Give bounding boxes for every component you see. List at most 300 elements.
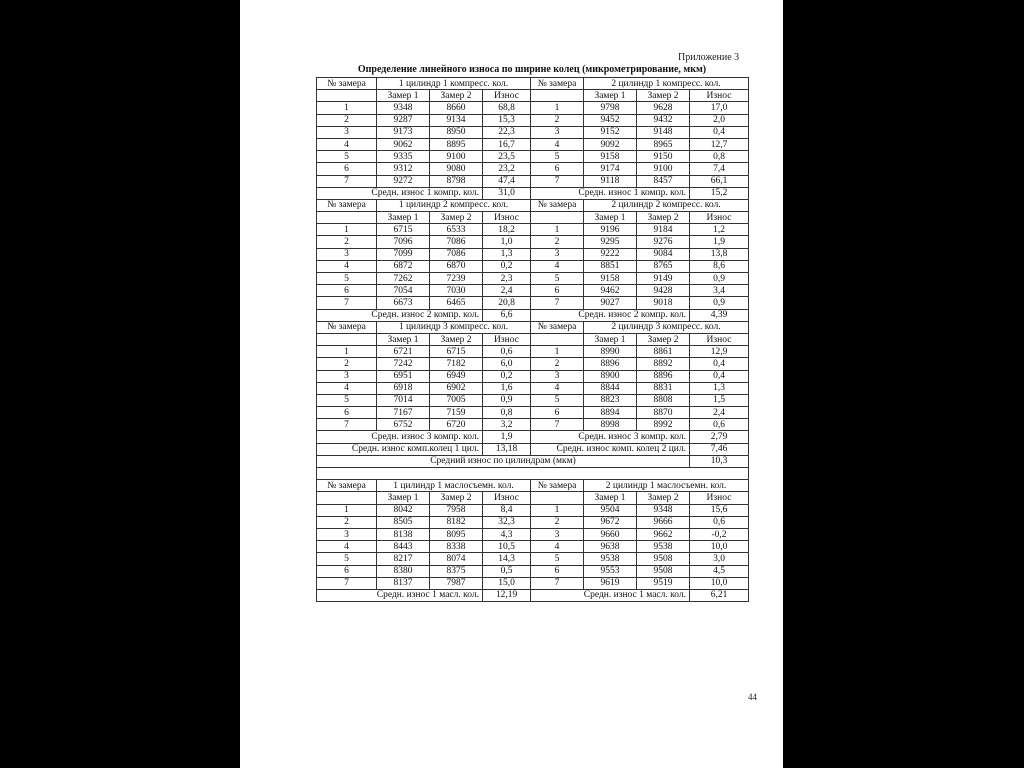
right-average-value: 2,79 xyxy=(690,431,749,443)
left-cylinder-header: 1 цилиндр 1 компресс. кол. xyxy=(377,78,531,90)
left-cylinder-header: 1 цилиндр 3 компресс. кол. xyxy=(377,321,531,333)
table-row xyxy=(317,516,749,528)
measure-2-value: 6870 xyxy=(430,260,483,272)
row-number: 7 xyxy=(531,577,584,589)
empty-cell xyxy=(531,90,584,102)
measurement-number-header: № замера xyxy=(317,480,377,492)
measure-1-value: 7014 xyxy=(377,394,430,406)
row-number: 4 xyxy=(531,382,584,394)
wear-value: 12,9 xyxy=(690,346,749,358)
block-header-row xyxy=(317,480,749,492)
wear-value: 68,8 xyxy=(483,102,531,114)
measure-1-header: Замер 1 xyxy=(584,492,637,504)
row-number: 4 xyxy=(317,382,377,394)
page-number: 44 xyxy=(748,692,757,702)
measure-1-value: 7099 xyxy=(377,248,430,260)
measure-1-header: Замер 1 xyxy=(584,333,637,345)
measure-1-value: 9196 xyxy=(584,224,637,236)
measure-2-value: 7987 xyxy=(430,577,483,589)
measure-2-header: Замер 2 xyxy=(637,212,690,224)
measure-2-value: 8831 xyxy=(637,382,690,394)
wear-value: 0,6 xyxy=(690,516,749,528)
measure-1-value: 7096 xyxy=(377,236,430,248)
table-row xyxy=(317,248,749,260)
wear-value: 2,4 xyxy=(483,285,531,297)
measure-2-value: 9148 xyxy=(637,126,690,138)
measure-2-value: 8375 xyxy=(430,565,483,577)
row-number: 1 xyxy=(531,224,584,236)
table-row xyxy=(317,224,749,236)
row-number: 3 xyxy=(531,126,584,138)
table-row xyxy=(317,273,749,285)
measure-1-value: 9287 xyxy=(377,114,430,126)
empty-cell xyxy=(531,492,584,504)
table-row xyxy=(317,114,749,126)
measure-2-value: 8808 xyxy=(637,394,690,406)
wear-value: 0,6 xyxy=(483,346,531,358)
wear-value: 1,3 xyxy=(483,248,531,260)
table-row xyxy=(317,358,749,370)
row-number: 1 xyxy=(317,224,377,236)
wear-header: Износ xyxy=(690,212,749,224)
row-number: 3 xyxy=(317,248,377,260)
row-number: 7 xyxy=(531,419,584,431)
measure-2-value: 9428 xyxy=(637,285,690,297)
right-cylinder-header: 2 цилиндр 1 компресс. кол. xyxy=(584,78,749,90)
measure-1-header: Замер 1 xyxy=(377,212,430,224)
measure-2-value: 8895 xyxy=(430,138,483,150)
measure-2-value: 6715 xyxy=(430,346,483,358)
right-average-label: Средн. износ 2 компр. кол. xyxy=(531,309,690,321)
measure-2-value: 8798 xyxy=(430,175,483,187)
row-number: 4 xyxy=(531,541,584,553)
measure-1-value: 8380 xyxy=(377,565,430,577)
row-number: 5 xyxy=(317,553,377,565)
wear-header: Износ xyxy=(690,333,749,345)
measure-2-value: 7958 xyxy=(430,504,483,516)
measure-1-value: 6673 xyxy=(377,297,430,309)
measure-2-value: 8182 xyxy=(430,516,483,528)
row-number: 6 xyxy=(531,565,584,577)
measure-1-value: 9295 xyxy=(584,236,637,248)
measure-1-value: 8998 xyxy=(584,419,637,431)
wear-value: 8,4 xyxy=(483,504,531,516)
wear-value: 12,7 xyxy=(690,138,749,150)
table-row xyxy=(317,577,749,589)
spacer-row xyxy=(317,468,749,480)
rings-summary-right-value: 7,46 xyxy=(690,443,749,455)
right-average-value: 4,39 xyxy=(690,309,749,321)
wear-value: 20,8 xyxy=(483,297,531,309)
wear-value: 23,5 xyxy=(483,151,531,163)
empty-cell xyxy=(531,212,584,224)
measure-2-value: 9276 xyxy=(637,236,690,248)
wear-value: 7,4 xyxy=(690,163,749,175)
wear-value: 18,2 xyxy=(483,224,531,236)
measure-1-value: 8844 xyxy=(584,382,637,394)
table-row xyxy=(317,541,749,553)
measure-2-value: 7159 xyxy=(430,407,483,419)
measure-1-value: 7242 xyxy=(377,358,430,370)
row-number: 4 xyxy=(317,138,377,150)
measure-1-value: 9092 xyxy=(584,138,637,150)
row-number: 6 xyxy=(317,163,377,175)
wear-value: 13,8 xyxy=(690,248,749,260)
measure-2-value: 9508 xyxy=(637,565,690,577)
row-number: 4 xyxy=(317,260,377,272)
left-average-label: Средн. износ 2 компр. кол. xyxy=(317,309,483,321)
row-number: 2 xyxy=(531,358,584,370)
wear-header: Износ xyxy=(690,90,749,102)
wear-value: 32,3 xyxy=(483,516,531,528)
measure-1-header: Замер 1 xyxy=(584,90,637,102)
measure-2-header: Замер 2 xyxy=(430,492,483,504)
measure-1-value: 8823 xyxy=(584,394,637,406)
wear-value: 0,8 xyxy=(690,151,749,163)
measure-2-value: 6465 xyxy=(430,297,483,309)
cylinder-summary-value: 10,3 xyxy=(690,455,749,467)
table-row xyxy=(317,236,749,248)
wear-value: 4,5 xyxy=(690,565,749,577)
measure-2-value: 9628 xyxy=(637,102,690,114)
wear-value: 14,3 xyxy=(483,553,531,565)
wear-value: 1,6 xyxy=(483,382,531,394)
wear-value: 15,0 xyxy=(483,577,531,589)
left-average-value: 1,9 xyxy=(483,431,531,443)
wear-value: 15,6 xyxy=(690,504,749,516)
wear-value: 0,2 xyxy=(483,370,531,382)
wear-header: Износ xyxy=(483,492,531,504)
measure-1-value: 9348 xyxy=(377,102,430,114)
wear-table xyxy=(316,77,749,602)
wear-header: Износ xyxy=(690,492,749,504)
measure-2-value: 7086 xyxy=(430,248,483,260)
measure-2-value: 8892 xyxy=(637,358,690,370)
wear-value: 10,0 xyxy=(690,541,749,553)
measurement-number-header: № замера xyxy=(317,199,377,211)
measurement-number-header: № замера xyxy=(531,78,584,90)
measure-2-header: Замер 2 xyxy=(430,212,483,224)
measure-1-value: 8894 xyxy=(584,407,637,419)
wear-value: 0,9 xyxy=(690,273,749,285)
row-number: 2 xyxy=(531,114,584,126)
measure-2-value: 9666 xyxy=(637,516,690,528)
wear-value: 0,6 xyxy=(690,419,749,431)
measure-1-value: 9672 xyxy=(584,516,637,528)
measure-2-header: Замер 2 xyxy=(430,333,483,345)
wear-value: 4,3 xyxy=(483,528,531,540)
table-row xyxy=(317,528,749,540)
row-number: 5 xyxy=(317,394,377,406)
row-number: 7 xyxy=(317,175,377,187)
measure-2-value: 8992 xyxy=(637,419,690,431)
block-header-row xyxy=(317,199,749,211)
cylinder-summary-row xyxy=(317,455,749,467)
wear-value: 2,0 xyxy=(690,114,749,126)
measure-2-header: Замер 2 xyxy=(637,492,690,504)
block-header-row xyxy=(317,321,749,333)
measure-1-value: 9538 xyxy=(584,553,637,565)
measure-2-value: 7086 xyxy=(430,236,483,248)
row-number: 2 xyxy=(317,114,377,126)
table-row xyxy=(317,151,749,163)
measure-2-value: 8870 xyxy=(637,407,690,419)
measurement-number-header: № замера xyxy=(531,321,584,333)
right-average-label: Средн. износ 3 компр. кол. xyxy=(531,431,690,443)
measure-2-value: 8950 xyxy=(430,126,483,138)
empty-cell xyxy=(531,333,584,345)
measure-1-value: 8990 xyxy=(584,346,637,358)
wear-value: 2,3 xyxy=(483,273,531,285)
wear-value: 3,0 xyxy=(690,553,749,565)
measure-2-value: 9080 xyxy=(430,163,483,175)
empty-cell xyxy=(317,90,377,102)
table-row xyxy=(317,138,749,150)
measure-1-value: 9312 xyxy=(377,163,430,175)
wear-value: 1,3 xyxy=(690,382,749,394)
measurement-number-header: № замера xyxy=(317,78,377,90)
left-cylinder-header: 1 цилиндр 2 компресс. кол. xyxy=(377,199,531,211)
wear-value: 0,8 xyxy=(483,407,531,419)
measure-1-value: 9174 xyxy=(584,163,637,175)
measure-2-value: 7239 xyxy=(430,273,483,285)
appendix-label: Приложение 3 xyxy=(678,52,740,63)
table-row xyxy=(317,126,749,138)
wear-value: 0,9 xyxy=(483,394,531,406)
measure-2-value: 8965 xyxy=(637,138,690,150)
row-number: 1 xyxy=(317,102,377,114)
measure-1-value: 8443 xyxy=(377,541,430,553)
empty-cell xyxy=(317,333,377,345)
row-number: 7 xyxy=(531,175,584,187)
table-row xyxy=(317,370,749,382)
measure-1-value: 8137 xyxy=(377,577,430,589)
page-title: Определение линейного износа по ширине колец (микрометрирование, мкм) xyxy=(357,64,707,75)
row-number: 1 xyxy=(531,102,584,114)
measure-2-value: 9100 xyxy=(430,151,483,163)
measure-2-value: 9149 xyxy=(637,273,690,285)
measure-2-value: 9538 xyxy=(637,541,690,553)
row-number: 4 xyxy=(531,138,584,150)
measure-2-value: 9519 xyxy=(637,577,690,589)
left-average-label: Средн. износ 1 компр. кол. xyxy=(317,187,483,199)
wear-header: Износ xyxy=(483,333,531,345)
measure-1-header: Замер 1 xyxy=(377,90,430,102)
wear-value: 0,5 xyxy=(483,565,531,577)
wear-value: 0,9 xyxy=(690,297,749,309)
left-cylinder-header: 1 цилиндр 1 маслосъемн. кол. xyxy=(377,480,531,492)
table-row xyxy=(317,504,749,516)
measure-1-value: 6721 xyxy=(377,346,430,358)
measurement-number-header: № замера xyxy=(317,321,377,333)
measure-2-value: 6902 xyxy=(430,382,483,394)
right-cylinder-header: 2 цилиндр 1 маслосъемн. кол. xyxy=(584,480,749,492)
wear-value: 3,2 xyxy=(483,419,531,431)
block-header-row xyxy=(317,78,749,90)
measure-1-header: Замер 1 xyxy=(377,333,430,345)
wear-header: Износ xyxy=(483,90,531,102)
measure-1-value: 8505 xyxy=(377,516,430,528)
measure-2-value: 6949 xyxy=(430,370,483,382)
row-number: 5 xyxy=(531,394,584,406)
wear-value: 0,2 xyxy=(483,260,531,272)
average-row xyxy=(317,187,749,199)
empty-cell xyxy=(317,212,377,224)
measure-2-value: 9662 xyxy=(637,528,690,540)
wear-value: 1,5 xyxy=(690,394,749,406)
measure-1-value: 9335 xyxy=(377,151,430,163)
left-average-value: 12,19 xyxy=(483,589,531,601)
row-number: 5 xyxy=(531,553,584,565)
average-row xyxy=(317,589,749,601)
wear-value: 0,4 xyxy=(690,126,749,138)
wear-value: 1,2 xyxy=(690,224,749,236)
measure-2-value: 9100 xyxy=(637,163,690,175)
measure-1-value: 9272 xyxy=(377,175,430,187)
rings-summary-row xyxy=(317,443,749,455)
measure-1-value: 9660 xyxy=(584,528,637,540)
rings-summary-right-label: Средн. износ комп. колец 2 цил. xyxy=(531,443,690,455)
measure-1-value: 8896 xyxy=(584,358,637,370)
right-cylinder-header: 2 цилиндр 3 компресс. кол. xyxy=(584,321,749,333)
rings-summary-left-value: 13,18 xyxy=(483,443,531,455)
measure-1-value: 7262 xyxy=(377,273,430,285)
left-average-value: 31,0 xyxy=(483,187,531,199)
measure-1-value: 9452 xyxy=(584,114,637,126)
row-number: 6 xyxy=(531,285,584,297)
measure-1-value: 6918 xyxy=(377,382,430,394)
rings-summary-left-label: Средн. износ комп.колец 1 цил. xyxy=(317,443,483,455)
wear-value: 6,0 xyxy=(483,358,531,370)
wear-value: 8,6 xyxy=(690,260,749,272)
measure-1-value: 9798 xyxy=(584,102,637,114)
measure-2-header: Замер 2 xyxy=(430,90,483,102)
row-number: 7 xyxy=(531,297,584,309)
wear-value: 23,2 xyxy=(483,163,531,175)
row-number: 2 xyxy=(531,516,584,528)
measure-1-value: 7054 xyxy=(377,285,430,297)
measure-1-value: 9553 xyxy=(584,565,637,577)
measurement-number-header: № замера xyxy=(531,480,584,492)
row-number: 6 xyxy=(317,407,377,419)
measure-1-header: Замер 1 xyxy=(377,492,430,504)
row-number: 3 xyxy=(531,528,584,540)
wear-value: 47,4 xyxy=(483,175,531,187)
table-row xyxy=(317,285,749,297)
table-row xyxy=(317,565,749,577)
wear-value: 17,0 xyxy=(690,102,749,114)
table-row xyxy=(317,297,749,309)
wear-value: 22,3 xyxy=(483,126,531,138)
row-number: 2 xyxy=(317,358,377,370)
wear-value: -0,2 xyxy=(690,528,749,540)
measure-2-value: 8074 xyxy=(430,553,483,565)
wear-value: 1,0 xyxy=(483,236,531,248)
measure-1-value: 9504 xyxy=(584,504,637,516)
row-number: 3 xyxy=(531,370,584,382)
measure-2-value: 9508 xyxy=(637,553,690,565)
empty-cell xyxy=(317,492,377,504)
row-number: 1 xyxy=(317,346,377,358)
row-number: 2 xyxy=(317,236,377,248)
row-number: 7 xyxy=(317,297,377,309)
measure-1-value: 9462 xyxy=(584,285,637,297)
wear-header: Износ xyxy=(483,212,531,224)
table-row xyxy=(317,382,749,394)
measure-1-value: 9062 xyxy=(377,138,430,150)
row-number: 2 xyxy=(531,236,584,248)
row-number: 5 xyxy=(531,151,584,163)
row-number: 1 xyxy=(531,346,584,358)
right-average-value: 6,21 xyxy=(690,589,749,601)
measure-1-value: 9158 xyxy=(584,273,637,285)
wear-value: 0,4 xyxy=(690,370,749,382)
measure-2-header: Замер 2 xyxy=(637,90,690,102)
measure-1-value: 9152 xyxy=(584,126,637,138)
measure-2-value: 9184 xyxy=(637,224,690,236)
column-header-row xyxy=(317,212,749,224)
measure-2-value: 8896 xyxy=(637,370,690,382)
measure-1-value: 6752 xyxy=(377,419,430,431)
row-number: 3 xyxy=(317,528,377,540)
measure-1-value: 6951 xyxy=(377,370,430,382)
left-average-value: 6,6 xyxy=(483,309,531,321)
row-number: 1 xyxy=(317,504,377,516)
document-page xyxy=(240,0,783,768)
measure-2-value: 8861 xyxy=(637,346,690,358)
cylinder-summary-label: Средний износ по цилиндрам (мкм) xyxy=(317,455,690,467)
right-average-label: Средн. износ 1 компр. кол. xyxy=(531,187,690,199)
measure-1-value: 9173 xyxy=(377,126,430,138)
wear-value: 10,5 xyxy=(483,541,531,553)
measure-2-value: 9134 xyxy=(430,114,483,126)
measure-2-header: Замер 2 xyxy=(637,333,690,345)
row-number: 5 xyxy=(531,273,584,285)
right-cylinder-header: 2 цилиндр 2 компресс. кол. xyxy=(584,199,749,211)
row-number: 6 xyxy=(317,565,377,577)
measure-1-value: 8042 xyxy=(377,504,430,516)
measure-2-value: 8338 xyxy=(430,541,483,553)
wear-value: 16,7 xyxy=(483,138,531,150)
wear-value: 0,4 xyxy=(690,358,749,370)
measure-1-value: 9619 xyxy=(584,577,637,589)
wear-value: 1,9 xyxy=(690,236,749,248)
row-number: 5 xyxy=(317,273,377,285)
right-average-label: Средн. износ 1 масл. кол. xyxy=(531,589,690,601)
measure-1-value: 8851 xyxy=(584,260,637,272)
measure-1-value: 6715 xyxy=(377,224,430,236)
row-number: 6 xyxy=(531,407,584,419)
table-row xyxy=(317,553,749,565)
measure-1-value: 9222 xyxy=(584,248,637,260)
row-number: 7 xyxy=(317,577,377,589)
row-number: 7 xyxy=(317,419,377,431)
spacer-cell xyxy=(317,468,749,480)
measure-1-value: 9027 xyxy=(584,297,637,309)
row-number: 4 xyxy=(317,541,377,553)
wear-value: 66,1 xyxy=(690,175,749,187)
wear-value: 10,0 xyxy=(690,577,749,589)
measure-1-value: 8217 xyxy=(377,553,430,565)
measure-1-value: 9118 xyxy=(584,175,637,187)
row-number: 4 xyxy=(531,260,584,272)
measure-1-value: 8138 xyxy=(377,528,430,540)
row-number: 3 xyxy=(317,126,377,138)
column-header-row xyxy=(317,492,749,504)
row-number: 1 xyxy=(531,504,584,516)
measure-2-value: 7005 xyxy=(430,394,483,406)
measure-1-value: 7167 xyxy=(377,407,430,419)
